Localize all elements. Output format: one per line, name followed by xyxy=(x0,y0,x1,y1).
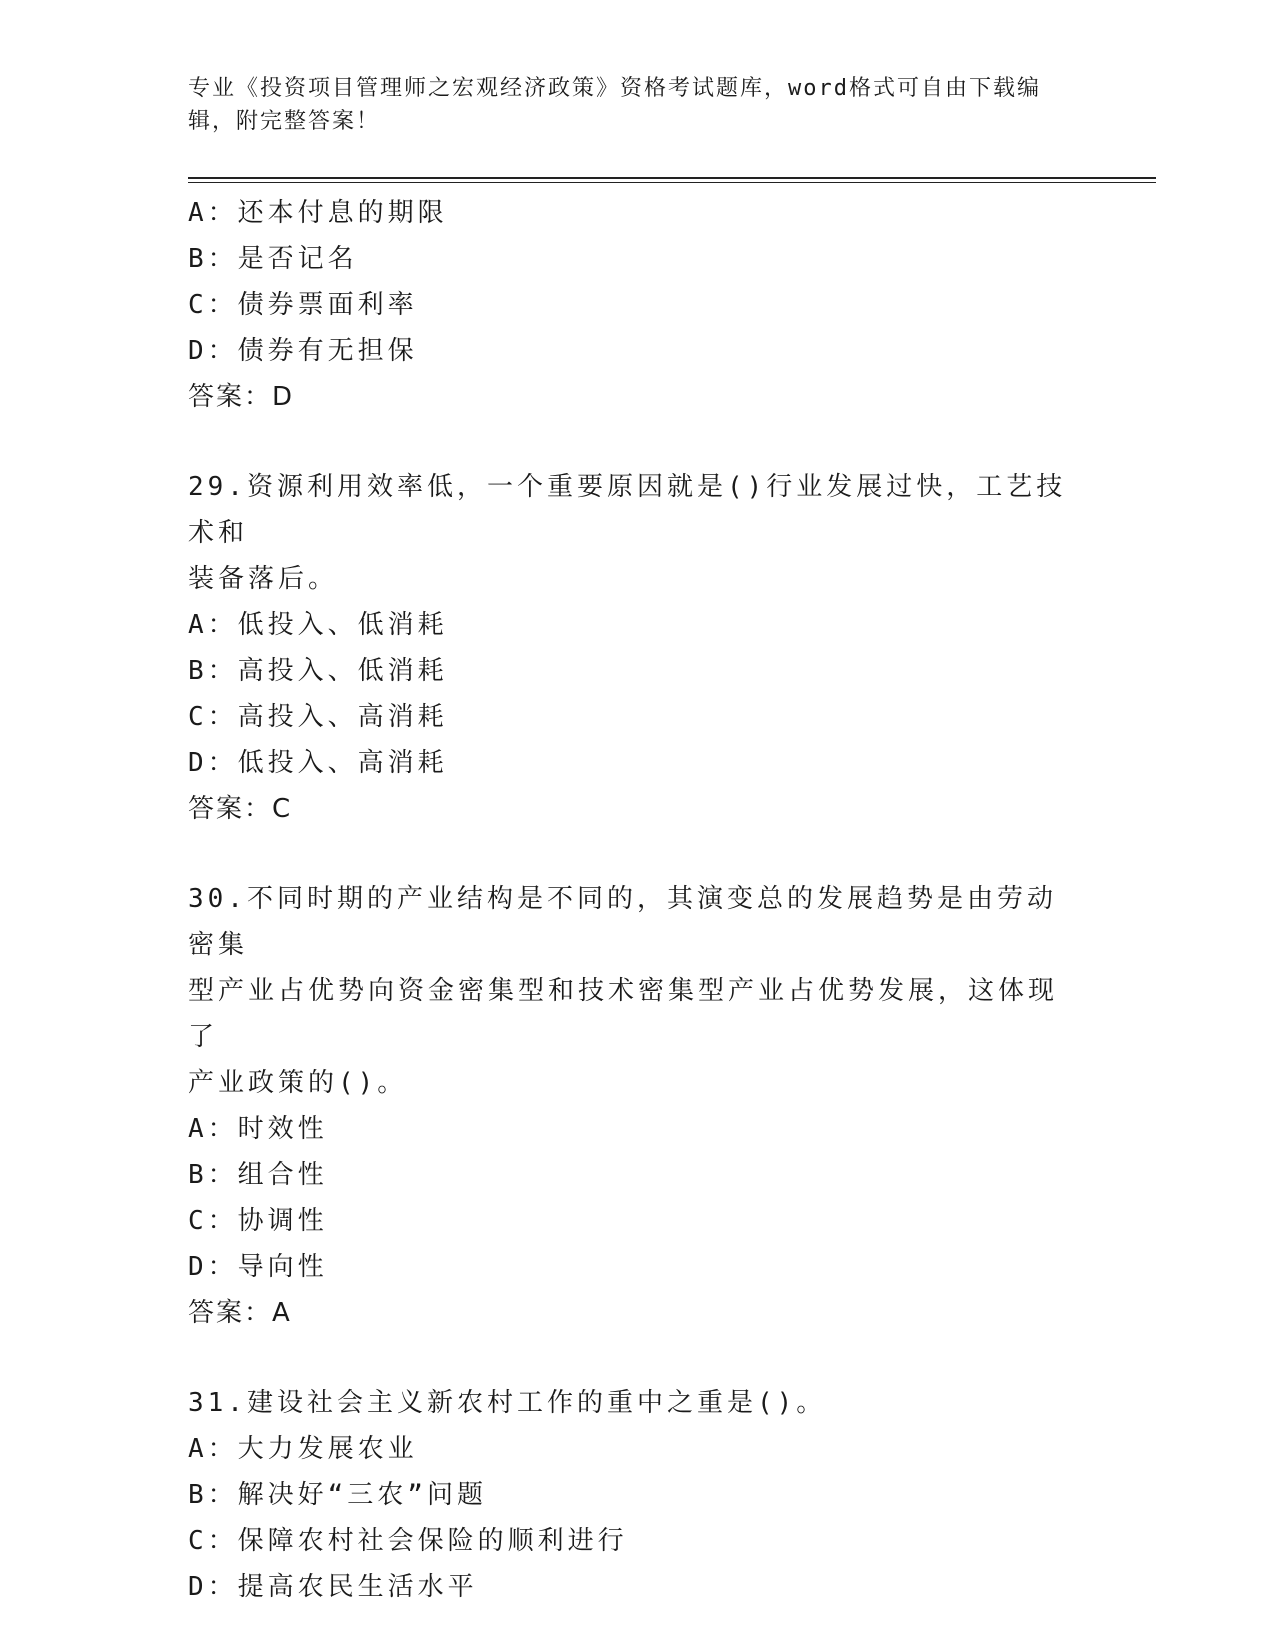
question-stem-line: 产业政策的()。 xyxy=(188,1068,408,1098)
option-b: B：高投入、低消耗 xyxy=(188,656,448,686)
question-list xyxy=(188,190,1088,1610)
question-stem-line: 29.资源利用效率低，一个重要原因就是()行业发展过快，工艺技术和 xyxy=(188,472,1067,548)
option-c: C：协调性 xyxy=(188,1206,328,1236)
option-d: D：债券有无担保 xyxy=(188,336,418,366)
option-a: A：时效性 xyxy=(188,1114,328,1144)
option-a: A：大力发展农业 xyxy=(188,1434,418,1464)
option-d: D：提高农民生活水平 xyxy=(188,1572,478,1602)
header-line-1: 专业《投资项目管理师之宏观经济政策》资格考试题库，word格式可自由下载编 xyxy=(188,76,1041,101)
header-divider-thin xyxy=(188,182,1156,183)
answer: 答案：D xyxy=(188,382,295,412)
question-stem-line: 31.建设社会主义新农村工作的重中之重是()。 xyxy=(188,1388,827,1418)
option-b: B：是否记名 xyxy=(188,244,358,274)
option-a: A：还本付息的期限 xyxy=(188,198,448,228)
header-divider-thick xyxy=(188,177,1156,179)
option-d: D：低投入、高消耗 xyxy=(188,748,448,778)
answer: 答案：C xyxy=(188,794,293,824)
document-header xyxy=(188,72,1088,138)
question-stem-line: 型产业占优势向资金密集型和技术密集型产业占优势发展，这体现了 xyxy=(188,976,1059,1052)
question-28 xyxy=(188,190,1088,420)
option-a: A：低投入、低消耗 xyxy=(188,610,448,640)
question-31 xyxy=(188,1380,1088,1610)
question-29 xyxy=(188,464,1088,832)
option-c: C：债券票面利率 xyxy=(188,290,418,320)
option-d: D：导向性 xyxy=(188,1252,328,1282)
option-c: C：保障农村社会保险的顺利进行 xyxy=(188,1526,628,1556)
question-30 xyxy=(188,876,1088,1336)
question-stem-line: 30.不同时期的产业结构是不同的，其演变总的发展趋势是由劳动密集 xyxy=(188,884,1057,960)
option-c: C：高投入、高消耗 xyxy=(188,702,448,732)
answer: 答案：A xyxy=(188,1298,292,1328)
header-line-2: 辑，附完整答案！ xyxy=(188,109,381,134)
option-b: B：解决好“三农”问题 xyxy=(188,1480,487,1510)
option-b: B：组合性 xyxy=(188,1160,328,1190)
question-stem-line: 装备落后。 xyxy=(188,564,339,594)
